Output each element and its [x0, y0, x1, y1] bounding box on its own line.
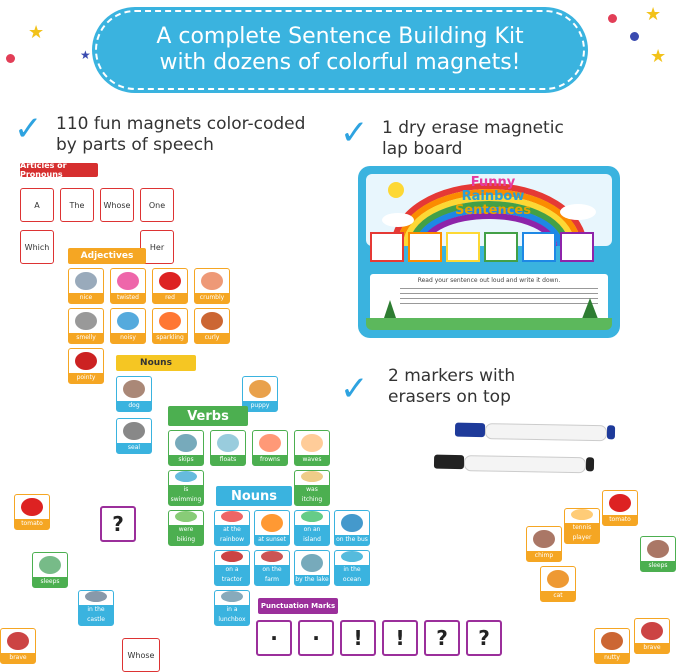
feature-text: by parts of speech: [56, 135, 214, 155]
picture-tile: dog: [116, 376, 152, 412]
nouns-header: Nouns: [216, 486, 292, 506]
punctuation-tile: !: [340, 620, 376, 656]
feature-magnets: [56, 114, 305, 156]
word-tile: Her: [140, 230, 174, 264]
picture-tile: chimp: [526, 526, 562, 562]
checkmark-icon: ✓: [340, 369, 369, 409]
picture-tile: in the castle: [78, 590, 114, 626]
confetti-dot: [608, 14, 617, 23]
picture-tile: tennis player: [564, 508, 600, 544]
picture-tile: on the farm: [254, 550, 290, 586]
banner: [95, 10, 585, 90]
word-box: [446, 232, 480, 262]
star-icon: ★: [28, 22, 45, 43]
picture-tile: cat: [540, 566, 576, 602]
word-tile: The: [60, 188, 94, 222]
word-box: [560, 232, 594, 262]
feature-text: erasers on top: [388, 387, 511, 407]
banner-line-1: A complete Sentence Building Kit: [156, 24, 524, 49]
word-box: [408, 232, 442, 262]
word-tile: Whose: [100, 188, 134, 222]
picture-tile: seal: [116, 418, 152, 454]
picture-tile: in the ocean: [334, 550, 370, 586]
punctuation-row: [256, 620, 502, 656]
picture-tile: skips: [168, 430, 204, 466]
picture-tile: floats: [210, 430, 246, 466]
punctuation-tile: ·: [298, 620, 334, 656]
feature-text: lap board: [382, 139, 463, 159]
picture-tile: on the bus: [334, 510, 370, 546]
feature-text: 1 dry erase magnetic: [382, 118, 564, 138]
word-box: [522, 232, 556, 262]
punctuation-tile: ·: [256, 620, 292, 656]
adjectives-header: Adjectives: [68, 248, 146, 264]
word-tile: Which: [20, 230, 54, 264]
picture-tile: nice: [68, 268, 104, 304]
marker-blue: [455, 423, 615, 442]
picture-tile: smelly: [68, 308, 104, 344]
word-boxes: [370, 232, 594, 262]
picture-tile: at sunset: [254, 510, 290, 546]
punctuation-tile: !: [382, 620, 418, 656]
punctuation-tile: ?: [424, 620, 460, 656]
picture-tile: by the lake: [294, 550, 330, 586]
picture-tile: red: [152, 268, 188, 304]
picture-tile: is swimming: [168, 470, 204, 506]
picture-tile: was itching: [294, 470, 330, 506]
picture-tile: tomato: [602, 490, 638, 526]
picture-tile: noisy: [110, 308, 146, 344]
banner-line-2: with dozens of colorful magnets!: [159, 50, 521, 75]
star-icon: ★: [80, 48, 91, 62]
picture-tile: pointy: [68, 348, 104, 384]
feature-text: 2 markers with: [388, 366, 516, 386]
question-tile: ?: [100, 506, 136, 542]
nouns-header: Nouns: [116, 355, 196, 371]
feature-markers: [388, 366, 515, 408]
feature-board: [382, 118, 564, 160]
punctuation-header: Punctuation Marks: [258, 598, 338, 614]
board-instruction: Read your sentence out loud and write it down.: [417, 277, 561, 284]
picture-tile: tomato: [14, 494, 50, 530]
verbs-header: Verbs: [168, 406, 248, 426]
board-title-line: Rainbow: [461, 189, 525, 204]
picture-tile: frowns: [252, 430, 288, 466]
word-tile: Whose: [122, 638, 160, 672]
picture-tile: brave: [0, 628, 36, 664]
punctuation-tile: ?: [466, 620, 502, 656]
picture-tile: nutty: [594, 628, 630, 664]
star-icon: ★: [645, 4, 662, 25]
word-tile: A: [20, 188, 54, 222]
picture-tile: crumbly: [194, 268, 230, 304]
star-icon: ★: [650, 46, 667, 67]
checkmark-icon: ✓: [14, 109, 43, 149]
feature-text: 110 fun magnets color-coded: [56, 114, 306, 134]
picture-tile: at the rainbow: [214, 510, 250, 546]
board-title-line: Funny: [470, 175, 516, 190]
confetti-dot: [6, 54, 15, 63]
word-box: [370, 232, 404, 262]
picture-tile: twisted: [110, 268, 146, 304]
picture-tile: sparkling: [152, 308, 188, 344]
marker-black: [434, 455, 594, 474]
articles-header: Articles or Pronouns: [20, 163, 98, 177]
board-title-line: Sentences: [455, 203, 531, 218]
word-tile: One: [140, 188, 174, 222]
picture-tile: in a lunchbox: [214, 590, 250, 626]
board-grass: [366, 318, 612, 330]
checkmark-icon: ✓: [340, 113, 369, 153]
picture-tile: curly: [194, 308, 230, 344]
lap-board: [358, 166, 620, 338]
picture-tile: were biking: [168, 510, 204, 546]
picture-tile: puppy: [242, 376, 278, 412]
word-box: [484, 232, 518, 262]
confetti-dot: [630, 32, 639, 41]
picture-tile: on an island: [294, 510, 330, 546]
picture-tile: waves: [294, 430, 330, 466]
picture-tile: on a tractor: [214, 550, 250, 586]
picture-tile: sleeps: [32, 552, 68, 588]
picture-tile: brave: [634, 618, 670, 654]
picture-tile: sleeps: [640, 536, 676, 572]
board-title: [448, 176, 538, 218]
